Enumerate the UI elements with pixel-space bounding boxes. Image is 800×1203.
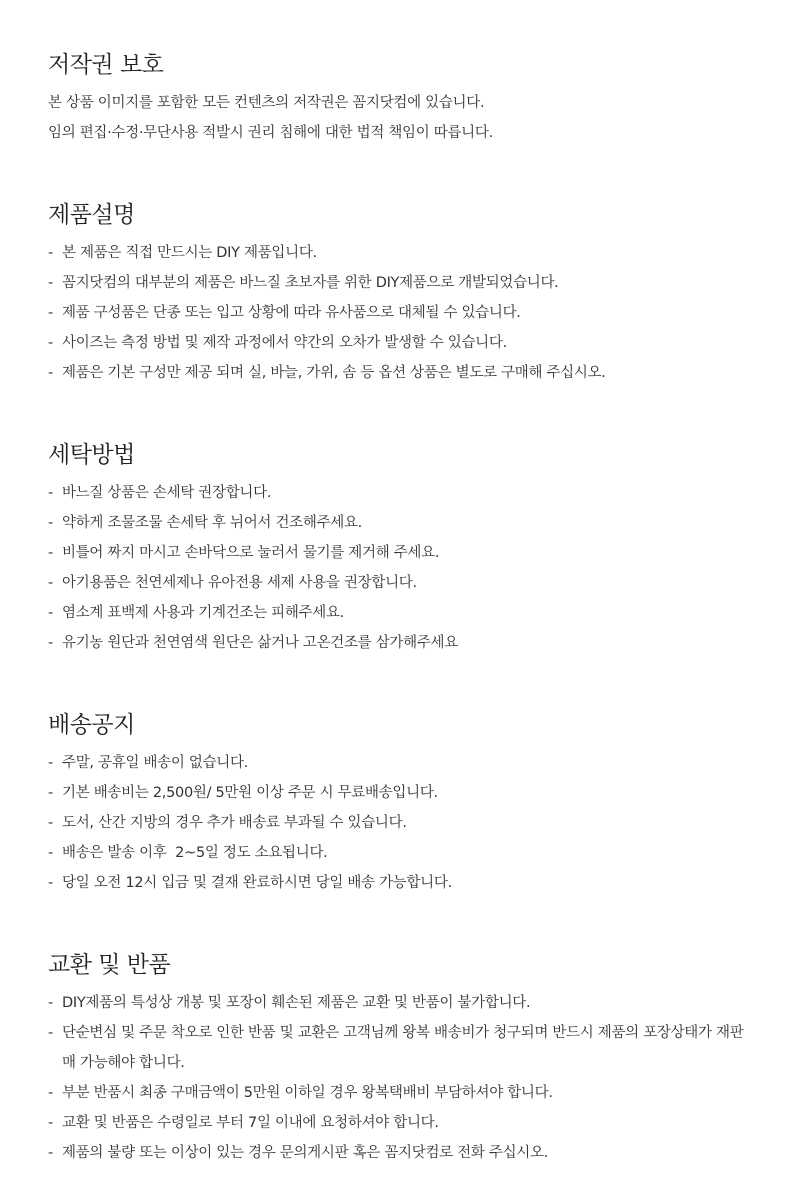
shipping-notice-title: 배송공지	[48, 712, 135, 738]
exchange-return-item	[48, 1108, 768, 1138]
dash-bullet: -	[48, 335, 53, 351]
item-text: 제품 구성품은 단종 또는 입고 상황에 따라 유사품으로 대체될 수 있습니다.	[62, 305, 521, 321]
shipping-notice-section	[48, 710, 768, 898]
washing-method-item	[48, 478, 768, 508]
washing-method-item	[48, 568, 768, 598]
exchange-return-item	[48, 1018, 752, 1078]
dash-bullet: -	[48, 605, 53, 621]
dash-bullet: -	[48, 875, 53, 891]
washing-method-item	[48, 508, 768, 538]
copyright-line: 본 상품 이미지를 포함한 모든 컨텐츠의 저작권은 꼼지닷컴에 있습니다.	[48, 95, 485, 111]
item-text: 아기용품은 천연세제나 유아전용 세제 사용을 권장합니다.	[62, 575, 417, 591]
exchange-return-title: 교환 및 반품	[48, 952, 171, 978]
dash-bullet: -	[48, 1025, 53, 1041]
item-text: 염소계 표백제 사용과 기계건조는 피해주세요.	[62, 605, 344, 621]
dash-bullet: -	[48, 845, 53, 861]
product-description-item	[48, 358, 768, 388]
dash-bullet: -	[48, 755, 53, 771]
dash-bullet: -	[48, 245, 53, 261]
washing-method-section	[48, 440, 768, 658]
product-description-item	[48, 268, 768, 298]
item-text: 사이즈는 측정 방법 및 제작 과정에서 약간의 오차가 발생할 수 있습니다.	[62, 335, 507, 351]
item-text: 약하게 조물조물 손세탁 후 뉘어서 건조해주세요.	[62, 515, 362, 531]
item-text: 비틀어 짜지 마시고 손바닥으로 눌러서 물기를 제거해 주세요.	[62, 545, 440, 561]
item-text: 당일 오전 12시 입금 및 결재 완료하시면 당일 배송 가능합니다.	[62, 875, 452, 891]
item-text: 도서, 산간 지방의 경우 추가 배송료 부과될 수 있습니다.	[62, 815, 407, 831]
item-text: DIY제품의 특성상 개봉 및 포장이 훼손된 제품은 교환 및 반품이 불가합니다.	[62, 995, 531, 1011]
dash-bullet: -	[48, 575, 53, 591]
washing-method-item	[48, 598, 768, 628]
product-description-title: 제품설명	[48, 202, 135, 228]
item-text: 바느질 상품은 손세탁 권장합니다.	[62, 485, 272, 501]
dash-bullet: -	[48, 635, 53, 651]
item-text: 꼼지닷컴의 대부분의 제품은 바느질 초보자를 위한 DIY제품으로 개발되었습니다.	[62, 275, 559, 291]
shipping-notice-item	[48, 808, 768, 838]
dash-bullet: -	[48, 815, 53, 831]
product-description-section	[48, 200, 768, 388]
item-text: 제품은 기본 구성만 제공 되며 실, 바늘, 가위, 솜 등 옵션 상품은 별도로 구매해 주십시오.	[62, 365, 606, 381]
copyright-line: 임의 편집·수정·무단사용 적발시 권리 침해에 대한 법적 책임이 따릅니다.	[48, 125, 493, 141]
item-text: 교환 및 반품은 수령일로 부터 7일 이내에 요청하셔야 합니다.	[62, 1115, 439, 1131]
dash-bullet: -	[48, 365, 53, 381]
washing-method-item	[48, 538, 768, 568]
item-text: 단순변심 및 주문 착오로 인한 반품 및 교환은 고객님께 왕복 배송비가 청구되며 반드시 제품의 포장상태가 재판매 가능해야 합니다.	[62, 1025, 744, 1071]
item-text: 본 제품은 직접 만드시는 DIY 제품입니다.	[62, 245, 317, 261]
exchange-return-item	[48, 988, 768, 1018]
dash-bullet: -	[48, 305, 53, 321]
item-text: 유기농 원단과 천연염색 원단은 삶거나 고온건조를 삼가해주세요	[62, 635, 458, 651]
dash-bullet: -	[48, 275, 53, 291]
dash-bullet: -	[48, 1145, 53, 1161]
exchange-return-section	[48, 950, 768, 1168]
exchange-return-item	[48, 1138, 768, 1168]
dash-bullet: -	[48, 1115, 53, 1131]
washing-method-item	[48, 628, 768, 658]
dash-bullet: -	[48, 515, 53, 531]
copyright-title: 저작권 보호	[48, 52, 164, 78]
shipping-notice-item	[48, 838, 768, 868]
product-description-item	[48, 298, 768, 328]
product-description-item	[48, 238, 768, 268]
product-description-item	[48, 328, 768, 358]
item-text: 배송은 발송 이후 2~5일 정도 소요됩니다.	[62, 845, 328, 861]
dash-bullet: -	[48, 485, 53, 501]
item-text: 기본 배송비는 2,500원/ 5만원 이상 주문 시 무료배송입니다.	[62, 785, 438, 801]
washing-method-title: 세탁방법	[48, 442, 135, 468]
copyright-section	[48, 50, 768, 148]
dash-bullet: -	[48, 545, 53, 561]
item-text: 부분 반품시 최종 구매금액이 5만원 이하일 경우 왕복택배비 부담하셔야 합니다.	[62, 1085, 553, 1101]
shipping-notice-item	[48, 778, 768, 808]
dash-bullet: -	[48, 995, 53, 1011]
shipping-notice-item	[48, 748, 768, 778]
shipping-notice-item	[48, 868, 768, 898]
exchange-return-item	[48, 1078, 768, 1108]
item-text: 주말, 공휴일 배송이 없습니다.	[62, 755, 249, 771]
dash-bullet: -	[48, 785, 53, 801]
item-text: 제품의 불량 또는 이상이 있는 경우 문의게시판 혹은 꼼지닷컴로 전화 주십시오.	[62, 1145, 549, 1161]
dash-bullet: -	[48, 1085, 53, 1101]
